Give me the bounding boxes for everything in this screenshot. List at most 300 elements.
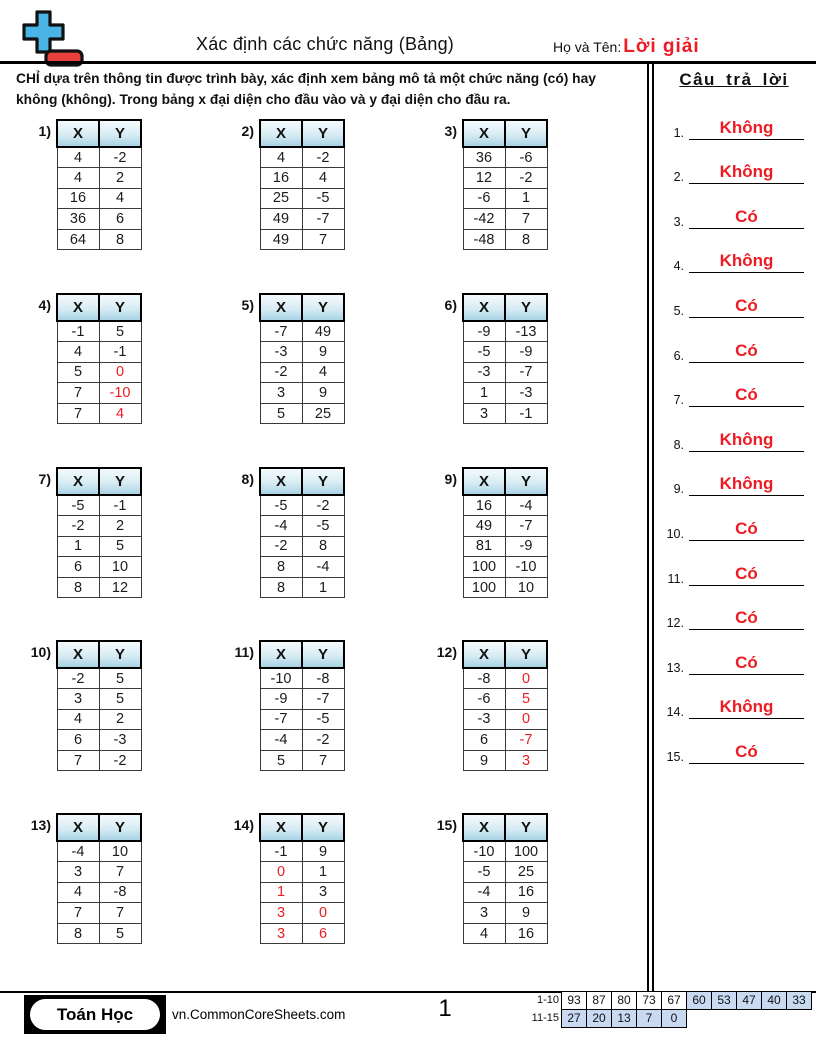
y-value: 1 (302, 862, 344, 883)
y-value: 6 (302, 923, 344, 944)
score-cell: 80 (611, 991, 637, 1010)
y-value: 5 (99, 923, 141, 944)
x-value: -2 (260, 536, 302, 557)
x-value: 5 (260, 403, 302, 424)
problem-number: 15) (436, 817, 457, 833)
y-value: 9 (505, 903, 547, 924)
problem (427, 813, 548, 944)
table-row (260, 709, 344, 730)
table-row (260, 168, 344, 189)
problem-number: 3) (444, 123, 457, 139)
answer-value: Không (719, 474, 774, 494)
table-row (463, 689, 547, 710)
table-header-row (57, 120, 141, 147)
table-row (57, 403, 141, 424)
y-value: 0 (302, 903, 344, 924)
y-value: 4 (302, 362, 344, 383)
answer-number: 15. (666, 749, 684, 764)
answers-title: Câu trả lời (679, 70, 789, 89)
y-value: 3 (302, 882, 344, 903)
problem-table (259, 640, 345, 771)
x-value: 0 (260, 862, 302, 883)
y-value: -1 (99, 495, 141, 516)
table-row (260, 383, 344, 404)
table-row (57, 342, 141, 363)
column-header-y: Y (99, 468, 141, 495)
score-cell: 33 (786, 991, 812, 1010)
table-row (57, 862, 141, 883)
table-row (463, 403, 547, 424)
table-header-row (463, 641, 547, 668)
x-value: 4 (463, 923, 505, 944)
y-value: -5 (302, 709, 344, 730)
table-row (260, 342, 344, 363)
answer-item (658, 141, 810, 186)
score-cells (562, 991, 812, 1010)
table-row (260, 668, 344, 689)
x-value: 7 (57, 403, 99, 424)
x-value: 64 (57, 229, 99, 250)
table-row (57, 689, 141, 710)
score-cells (562, 1009, 687, 1028)
column-header-x: X (57, 294, 99, 321)
column-header-x: X (57, 120, 99, 147)
column-header-x: X (463, 468, 505, 495)
answer-blank (689, 430, 804, 452)
x-value: 49 (260, 209, 302, 230)
x-value: -10 (463, 841, 505, 862)
x-value: -4 (260, 516, 302, 537)
y-value: -4 (505, 495, 547, 516)
y-value: -4 (302, 557, 344, 578)
answer-value: Không (719, 117, 774, 137)
y-value: -13 (505, 321, 547, 342)
table-header-row (463, 468, 547, 495)
website-url: vn.CommonCoreSheets.com (172, 1007, 346, 1022)
answer-value: Có (735, 741, 758, 761)
table-row (260, 882, 344, 903)
y-value: 8 (505, 229, 547, 250)
table-row (57, 841, 141, 862)
answer-item (658, 720, 810, 765)
table-row (260, 188, 344, 209)
problem-table (259, 813, 345, 944)
y-value: -7 (302, 209, 344, 230)
y-value: 8 (302, 536, 344, 557)
y-value: 10 (505, 577, 547, 598)
table-row (57, 903, 141, 924)
table-row (260, 689, 344, 710)
y-value: 4 (302, 168, 344, 189)
column-header-y: Y (505, 120, 547, 147)
problem (224, 467, 345, 598)
y-value: 5 (99, 536, 141, 557)
x-value: 5 (57, 362, 99, 383)
y-value: -3 (99, 730, 141, 751)
y-value: -2 (505, 168, 547, 189)
answer-blank (689, 742, 804, 764)
problem-table (462, 293, 548, 424)
table-row (57, 730, 141, 751)
table-row (260, 403, 344, 424)
y-value: 2 (99, 516, 141, 537)
x-value: -4 (57, 841, 99, 862)
table-row (57, 147, 141, 168)
name-row (553, 36, 700, 58)
x-value: 100 (463, 557, 505, 578)
problem-table (56, 813, 142, 944)
y-value: -8 (99, 882, 141, 903)
y-value: -9 (505, 536, 547, 557)
column-header-y: Y (99, 641, 141, 668)
problem-table (56, 467, 142, 598)
score-cell: 93 (561, 991, 587, 1010)
x-value: 8 (260, 557, 302, 578)
problem (427, 119, 548, 250)
column-header-y: Y (302, 641, 344, 668)
problem-number: 9) (444, 471, 457, 487)
table-header-row (260, 814, 344, 841)
answer-item (658, 364, 810, 409)
column-header-y: Y (302, 814, 344, 841)
column-header-x: X (57, 641, 99, 668)
answer-number: 2. (673, 170, 684, 185)
table-row (463, 730, 547, 751)
table-row (463, 168, 547, 189)
x-value: -6 (463, 689, 505, 710)
x-value: 36 (57, 209, 99, 230)
x-value: 7 (57, 903, 99, 924)
score-row-1-10 (520, 991, 812, 1010)
x-value: 5 (260, 750, 302, 771)
y-value: -10 (99, 383, 141, 404)
x-value: -3 (463, 362, 505, 383)
x-value: 1 (463, 383, 505, 404)
table-row (57, 168, 141, 189)
y-value: 1 (505, 188, 547, 209)
column-header-x: X (260, 120, 302, 147)
y-value: -1 (99, 342, 141, 363)
table-header-row (57, 468, 141, 495)
table-row (57, 709, 141, 730)
answer-value: Không (719, 251, 774, 271)
table-header-row (260, 468, 344, 495)
problem (224, 813, 345, 944)
answer-item (658, 587, 810, 632)
table-row (57, 383, 141, 404)
answer-value: Không (719, 429, 774, 449)
score-cell: 20 (586, 1009, 612, 1028)
answer-value: Có (735, 206, 758, 226)
score-row-label: 11-15 (531, 1012, 559, 1024)
problem-table (259, 467, 345, 598)
y-value: 0 (99, 362, 141, 383)
x-value: 4 (57, 709, 99, 730)
column-header-y: Y (99, 120, 141, 147)
column-header-y: Y (99, 814, 141, 841)
problem-number: 6) (444, 297, 457, 313)
x-value: -4 (260, 730, 302, 751)
y-value: -7 (505, 730, 547, 751)
table-row (463, 229, 547, 250)
answer-item (658, 185, 810, 230)
score-cell: 87 (586, 991, 612, 1010)
y-value: -10 (505, 557, 547, 578)
x-value: 49 (463, 516, 505, 537)
page-number: 1 (438, 995, 452, 1022)
plus-minus-logo-icon (18, 8, 88, 68)
y-value: -1 (505, 403, 547, 424)
column-header-y: Y (302, 294, 344, 321)
x-value: 3 (463, 403, 505, 424)
score-cell: 40 (761, 991, 787, 1010)
table-row (57, 577, 141, 598)
y-value: 3 (505, 750, 547, 771)
problem (224, 293, 345, 424)
table-row (57, 668, 141, 689)
table-row (260, 730, 344, 751)
table-header-row (463, 814, 547, 841)
x-value: 6 (57, 557, 99, 578)
answer-number: 10. (666, 526, 684, 541)
x-value: -3 (260, 342, 302, 363)
y-value: 9 (302, 342, 344, 363)
answer-number: 6. (673, 348, 684, 363)
x-value: -5 (463, 862, 505, 883)
answer-number: 11. (667, 571, 684, 586)
problem-number: 8) (241, 471, 254, 487)
table-row (260, 923, 344, 944)
table-row (463, 750, 547, 771)
column-header-y: Y (505, 294, 547, 321)
problem-table (259, 293, 345, 424)
answer-item (658, 96, 810, 141)
answer-blank (689, 653, 804, 675)
table-row (463, 147, 547, 168)
answer-number: 1. (673, 125, 684, 140)
column-header-x: X (260, 814, 302, 841)
x-value: -10 (260, 668, 302, 689)
problem-table (56, 119, 142, 250)
score-cell: 60 (686, 991, 712, 1010)
table-row (57, 188, 141, 209)
table-row (57, 536, 141, 557)
answer-item (658, 453, 810, 498)
y-value: 2 (99, 168, 141, 189)
problem-number: 12) (436, 644, 457, 660)
x-value: 6 (463, 730, 505, 751)
answers-divider (647, 61, 654, 992)
problem (21, 640, 142, 771)
table-row (57, 923, 141, 944)
x-value: -5 (260, 495, 302, 516)
table-row (260, 536, 344, 557)
answer-blank (689, 697, 804, 719)
score-cell: 47 (736, 991, 762, 1010)
answer-number: 13. (666, 660, 684, 675)
column-header-x: X (463, 641, 505, 668)
x-value: 16 (260, 168, 302, 189)
x-value: -2 (57, 516, 99, 537)
x-value: -7 (260, 709, 302, 730)
y-value: 10 (99, 557, 141, 578)
y-value: 2 (99, 709, 141, 730)
score-row-label: 1-10 (536, 994, 559, 1006)
problem (427, 640, 548, 771)
table-row (260, 903, 344, 924)
y-value: -2 (302, 147, 344, 168)
x-value: -2 (57, 668, 99, 689)
y-value: 8 (99, 229, 141, 250)
table-row (260, 557, 344, 578)
x-value: -4 (463, 882, 505, 903)
y-value: 0 (505, 668, 547, 689)
x-value: 3 (260, 383, 302, 404)
subject-badge (24, 995, 166, 1034)
y-value: -7 (505, 516, 547, 537)
table-row (57, 229, 141, 250)
answer-value: Có (735, 385, 758, 405)
x-value: -8 (463, 668, 505, 689)
answer-blank (689, 118, 804, 140)
y-value: 16 (505, 923, 547, 944)
column-header-y: Y (505, 814, 547, 841)
y-value: 25 (302, 403, 344, 424)
table-row (463, 923, 547, 944)
problem-table (462, 640, 548, 771)
answer-number: 9. (673, 482, 684, 497)
answer-blank (689, 608, 804, 630)
x-value: -1 (57, 321, 99, 342)
table-header-row (463, 294, 547, 321)
table-row (463, 188, 547, 209)
y-value: 100 (505, 841, 547, 862)
x-value: -1 (260, 841, 302, 862)
table-row (57, 321, 141, 342)
table-row (260, 862, 344, 883)
table-row (463, 841, 547, 862)
problem-number: 4) (38, 297, 51, 313)
table-header-row (260, 294, 344, 321)
problem-number: 11) (234, 644, 254, 660)
name-label: Họ và Tên: (553, 39, 622, 55)
x-value: 25 (260, 188, 302, 209)
x-value: 4 (57, 342, 99, 363)
column-header-x: X (260, 641, 302, 668)
x-value: 4 (57, 882, 99, 903)
y-value: -2 (99, 750, 141, 771)
answer-item (658, 230, 810, 275)
answer-value: Có (735, 608, 758, 628)
answer-key-label: Lời giải (623, 36, 700, 57)
problem-number: 13) (30, 817, 51, 833)
x-value: 8 (57, 923, 99, 944)
table-row (260, 495, 344, 516)
y-value: 7 (505, 209, 547, 230)
answer-value: Không (719, 697, 774, 717)
answer-item (658, 631, 810, 676)
instructions-text: CHỈ dựa trên thông tin được trình bày, xác định xem bảng mô tả một chức năng (có) hay không (không). Trong bảng x đại diện cho đầu vào và y đại diện cho đầu ra. (16, 71, 596, 107)
y-value: 0 (505, 709, 547, 730)
answers-column (658, 70, 810, 765)
answer-value: Có (735, 518, 758, 538)
x-value: 4 (57, 147, 99, 168)
table-row (463, 882, 547, 903)
y-value: 7 (99, 862, 141, 883)
table-header-row (463, 120, 547, 147)
header-divider (0, 61, 816, 64)
table-row (463, 668, 547, 689)
problem-table (259, 119, 345, 250)
x-value: 8 (57, 577, 99, 598)
answer-number: 3. (673, 214, 684, 229)
answer-number: 8. (673, 437, 684, 452)
x-value: 6 (57, 730, 99, 751)
score-cell: 67 (661, 991, 687, 1010)
problem (224, 119, 345, 250)
table-row (57, 495, 141, 516)
answer-item (658, 676, 810, 721)
y-value: 10 (99, 841, 141, 862)
y-value: 7 (99, 903, 141, 924)
answer-number: 5. (673, 303, 684, 318)
table-row (57, 882, 141, 903)
x-value: 16 (463, 495, 505, 516)
answer-blank (689, 251, 804, 273)
y-value: 12 (99, 577, 141, 598)
problem-table (56, 293, 142, 424)
x-value: 7 (57, 383, 99, 404)
table-row (463, 321, 547, 342)
y-value: -7 (302, 689, 344, 710)
table-row (463, 362, 547, 383)
answer-number: 7. (673, 393, 684, 408)
y-value: 9 (302, 383, 344, 404)
column-header-y: Y (302, 468, 344, 495)
score-cell: 27 (561, 1009, 587, 1028)
table-row (260, 321, 344, 342)
table-row (57, 750, 141, 771)
table-row (463, 709, 547, 730)
y-value: 9 (302, 841, 344, 862)
x-value: 81 (463, 536, 505, 557)
x-value: 12 (463, 168, 505, 189)
x-value: 3 (57, 689, 99, 710)
table-row (463, 903, 547, 924)
x-value: 3 (463, 903, 505, 924)
x-value: 100 (463, 577, 505, 598)
table-row (57, 516, 141, 537)
column-header-x: X (57, 468, 99, 495)
table-row (463, 862, 547, 883)
y-value: -2 (302, 730, 344, 751)
x-value: 36 (463, 147, 505, 168)
x-value: 7 (57, 750, 99, 771)
y-value: -5 (302, 516, 344, 537)
y-value: -3 (505, 383, 547, 404)
answer-item (658, 408, 810, 453)
y-value: 5 (505, 689, 547, 710)
problem-number: 2) (241, 123, 254, 139)
problem-number: 5) (241, 297, 254, 313)
x-value: -9 (260, 689, 302, 710)
table-row (463, 557, 547, 578)
x-value: 1 (260, 882, 302, 903)
x-value: -5 (57, 495, 99, 516)
table-row (260, 362, 344, 383)
table-row (57, 557, 141, 578)
x-value: 16 (57, 188, 99, 209)
